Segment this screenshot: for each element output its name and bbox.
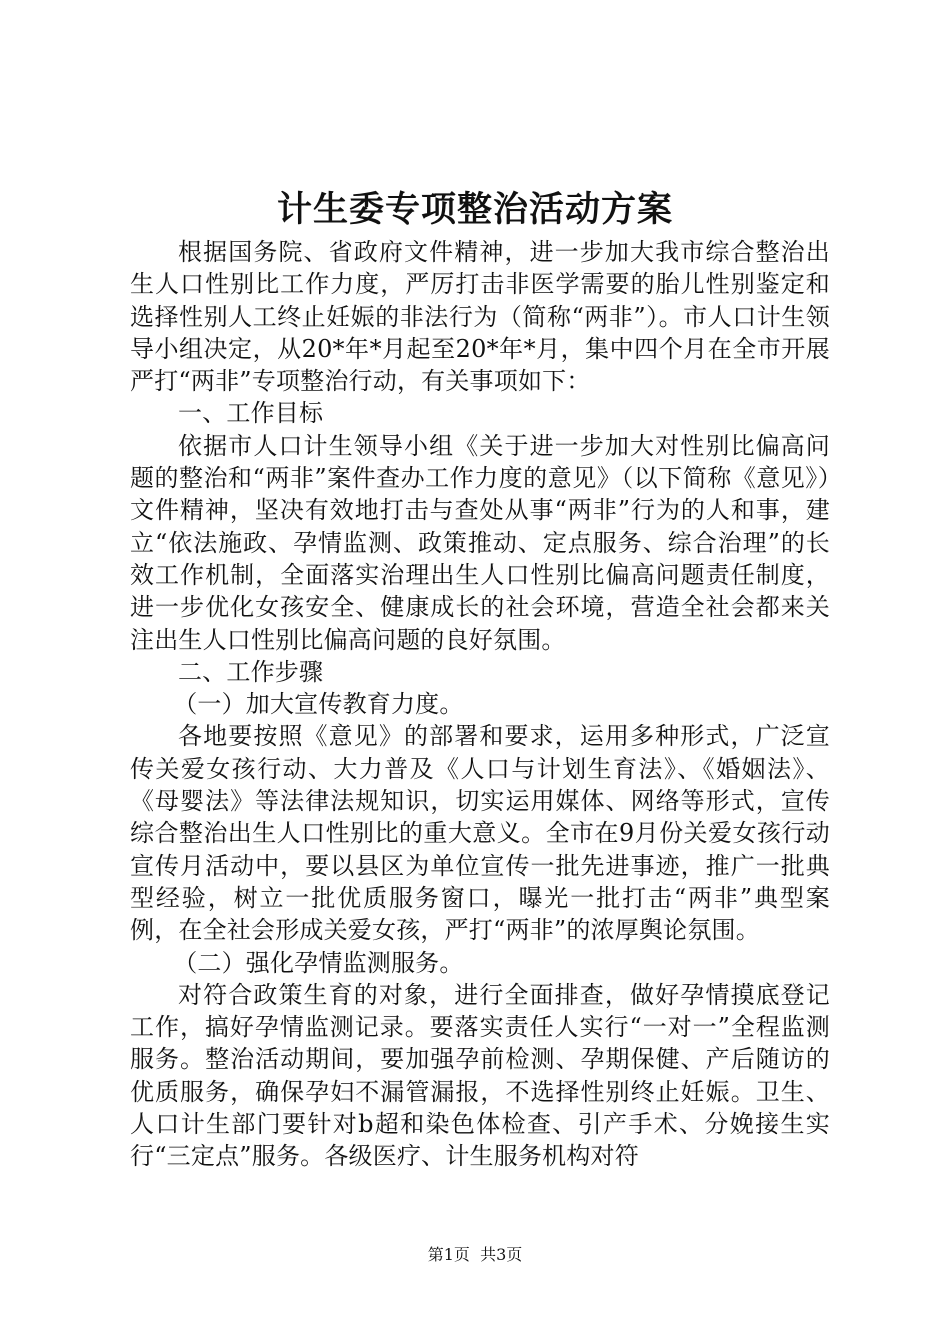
page-number: 第1页 xyxy=(427,1245,470,1264)
subsection-heading-monitoring: （二）强化孕情监测服务。 xyxy=(173,948,464,977)
document-title: 计生委专项整治活动方案 xyxy=(276,189,673,230)
page-footer xyxy=(0,1243,950,1267)
paragraph-goals: 依据市人口计生领导小组《关于进一步加大对性别比偏高问题的整治和“两非”案件查办工作力度的意见》（以下简称《意见》）文件精神，坚决有效地打击与查处从事“两非”行为的人和事，建立“依法施政、孕情监测、政策推动、定点服务、综合治理”的长效工作机制，全面落实治理出生人口性别比偏高问题责任制度，进一步优化女孩安全、健康成长的社会环境，营造全社会都来关注出生人口性别比偏高问题的良好氛围。 xyxy=(130,431,830,654)
paragraph-intro: 根据国务院、省政府文件精神，进一步加大我市综合整治出生人口性别比工作力度，严厉打击非医学需要的胎儿性别鉴定和选择性别人工终止妊娠的非法行为（简称“两非”）。市人口计生领导小组决定，从20*年*月起至20*年*月，集中四个月在全市开展严打“两非”专项整治行动，有关事项如下： xyxy=(130,238,830,396)
page-total: 共3页 xyxy=(480,1245,523,1264)
document-body xyxy=(130,236,830,1173)
subsection-heading-publicity: （一）加大宣传教育力度。 xyxy=(173,690,464,719)
section-heading-goals: 一、工作目标 xyxy=(178,399,324,428)
section-heading-steps: 二、工作步骤 xyxy=(178,657,324,686)
paragraph-publicity: 各地要按照《意见》的部署和要求，运用多种形式，广泛宣传关爱女孩行动、大力普及《人口与计划生育法》、《婚姻法》、《母婴法》等法律法规知识，切实运用媒体、网络等形式，宣传综合整治出生人口性别比的重大意义。全市在9月份关爱女孩行动宣传月活动中，要以县区为单位宣传一批先进事迹，推广一批典型经验，树立一批优质服务窗口，曝光一批打击“两非”典型案例，在全社会形成关爱女孩，严打“两非”的浓厚舆论氛围。 xyxy=(130,722,830,945)
paragraph-monitoring: 对符合政策生育的对象，进行全面排查，做好孕情摸底登记工作，搞好孕情监测记录。要落实责任人实行“一对一”全程监测服务。整治活动期间，要加强孕前检测、孕期保健、产后随访的优质服务，确保孕妇不漏管漏报，不选择性别终止妊娠。卫生、人口计生部门要针对b超和染色体检查、引产手术、分娩接生实行“三定点”服务。各级医疗、计生服务机构对符 xyxy=(130,980,830,1171)
